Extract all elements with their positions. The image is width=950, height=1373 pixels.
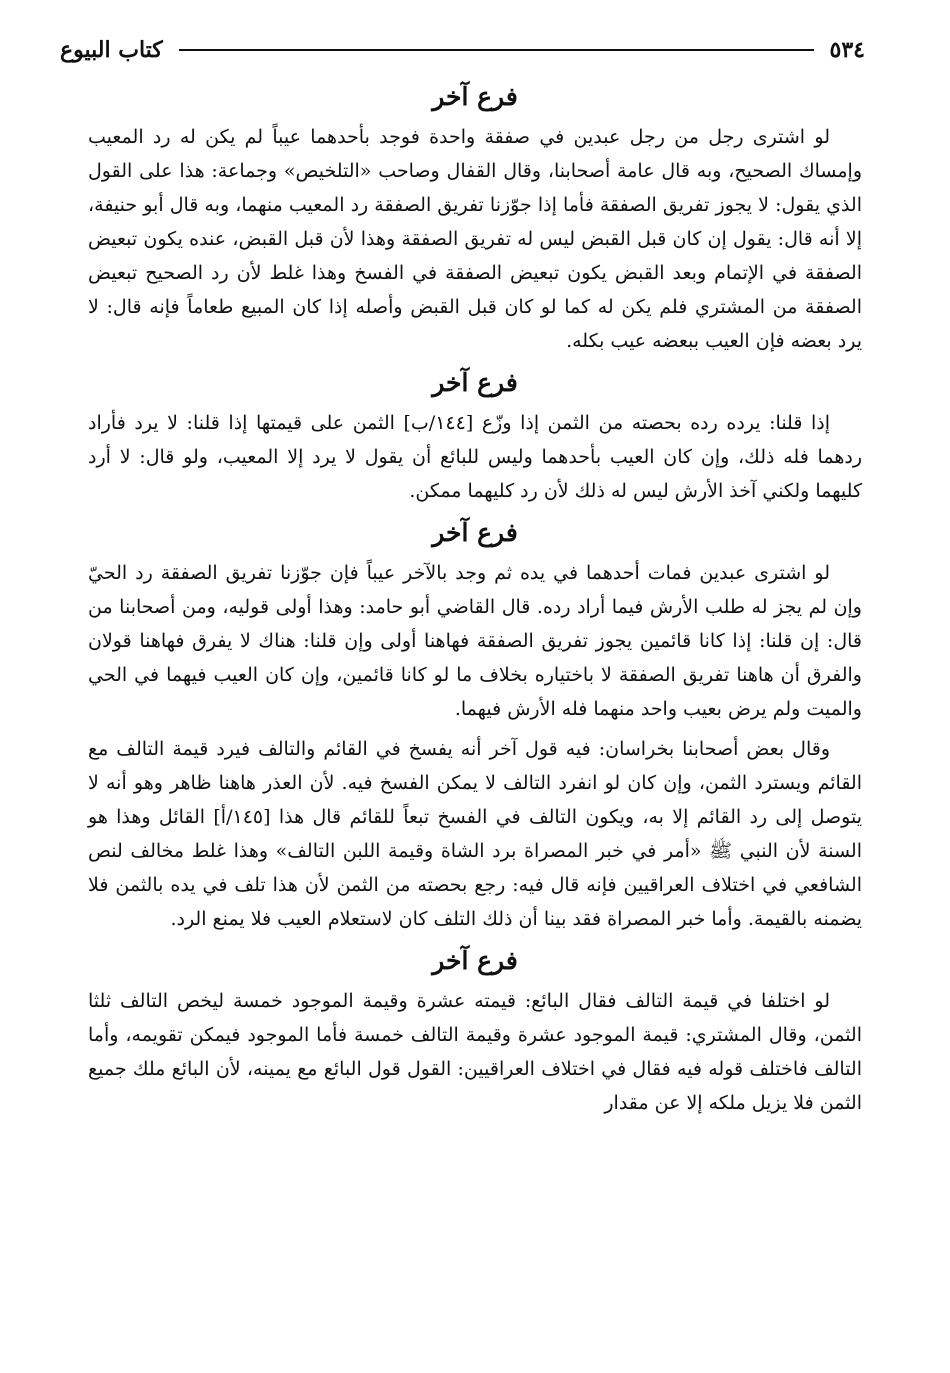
- section-heading: فرع آخر: [432, 946, 518, 975]
- book-title: كتاب البيوع: [60, 37, 163, 63]
- page-number: ٥٣٤: [829, 37, 865, 63]
- section-heading: فرع آخر: [432, 82, 518, 111]
- header-rule: [179, 49, 814, 51]
- page-body: [88, 78, 862, 1126]
- section-heading: فرع آخر: [432, 368, 518, 397]
- running-header: [60, 30, 865, 70]
- paragraph: لو اشترى عبدين فمات أحدهما في يده ثم وجد بالآخر عيباً فإن جوّزنا تفريق الصفقة رد الحيّ وإن لم يجز له طلب الأرش فيما أراد رده. قال القاضي أبو حامد: وهذا أولى قوليه، ومن أصحابنا من قال: إن قلنا: إذا كانا قائمين يجوز تفريق الصفقة فهاهنا أولى وإن قلنا: هناك لا يفرق فهاهنا قولان والفرق أن هاهنا تفريق الصفقة لا باختياره بخلاف ما لو كانا قائمين، وإن كان العيب فيهما في الحي والميت ولم يرض بعيب واحد منهما فله الأرش فيهما.: [88, 562, 862, 720]
- section-heading: فرع آخر: [432, 518, 518, 547]
- paragraph: لو اختلفا في قيمة التالف فقال البائع: قيمته عشرة وقيمة الموجود خمسة ليخص التالف ثلثا الثمن، وقال المشتري: قيمة الموجود عشرة وقيمة التالف خمسة فأما الموجود فيمكن تقويمه، وأما التالف فاختلف قوله فيه فقال في اختلاف العراقيين: القول قول البائع مع يمينه، لأن البائع ملك جميع الثمن فلا يزيل ملكه إلا عن مقدار: [88, 990, 862, 1114]
- paragraph: وقال بعض أصحابنا بخراسان: فيه قول آخر أنه يفسخ في القائم والتالف فيرد قيمة التالف مع القائم ويسترد الثمن، وإن كان لو انفرد التالف لا يمكن الفسخ فيه. لأن العذر هاهنا ظاهر وهو أنه لا يتوصل إلى رد القائم إلا به، ويكون التالف في الفسخ تبعاً للقائم قال هذا [١٤٥/أ] القائل وهذا هو السنة لأن النبي ﷺ «أمر في خبر المصراة برد الشاة وقيمة اللبن التالف» وهذا غلط مخالف لنص الشافعي في اختلاف العراقيين فإنه قال فيه: رجع بحصته من الثمن لأن هذا تلف في يده بالثمن فلا يضمنه بالقيمة. وأما خبر المصراة فقد بينا أن ذلك التلف كان لاستعلام العيب فلا يمنع الرد.: [88, 738, 862, 930]
- paragraph: لو اشترى رجل من رجل عبدين في صفقة واحدة فوجد بأحدهما عيباً لم يكن له رد المعيب وإمساك الصحيح، وبه قال عامة أصحابنا، وقال القفال وصاحب «التلخيص» وجماعة: هذا على القول الذي يقول: لا يجوز تفريق الصفقة فأما إذا جوّزنا تفريق الصفقة رد المعيب منهما، وبه قال أبو حنيفة، إلا أنه قال: يقول إن كان قبل القبض ليس له تفريق الصفقة وهذا لأن قبل القبض، عنده يكون تبعيض الصفقة في الإتمام وبعد القبض يكون تبعيض الصفقة في الفسخ وهذا غلط لأن رد الصحيح تبعيض الصفقة من المشتري فلم يكن له كما لو كان قبل القبض وأصله إذا كان المبيع طعاماً فإنه قال: لا يرد بعضه فإن العيب ببعضه عيب بكله.: [88, 126, 862, 352]
- paragraph: إذا قلنا: يرده رده بحصته من الثمن إذا وزّع [١٤٤/ب] الثمن على قيمتها إذا قلنا: لا يرد فأراد ردهما فله ذلك، وإن كان العيب بأحدهما وليس للبائع أن يقول لا يرد إلا المعيب، ولو قال: لا أرد كليهما ولكني آخذ الأرش ليس له ذلك لأن رد كليهما ممكن.: [88, 412, 862, 502]
